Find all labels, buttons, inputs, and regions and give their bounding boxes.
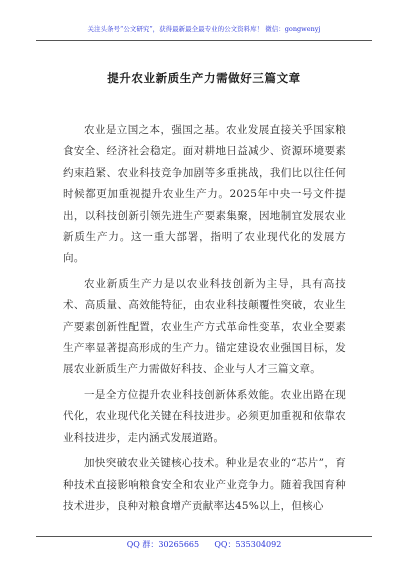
document-title: 提升农业新质生产力需做好三篇文章: [107, 71, 301, 85]
body-paragraph-1: 农业是立国之本，强国之基。农业发展直接关乎国家粮食安全、经济社会稳定。面对耕地日益减少、资源环境要素约束趋紧、农业科技竞争加剧等多重挑战，我们比以往任何时候都更加重视提升农业生产力。2025年中央一号文件提出，以科技创新引领先进生产要素集聚，因地制宜发展农业新质生产力。这一重大部署，指明了农业现代化的发展方向。: [63, 124, 346, 265]
footer-divider: [36, 536, 372, 537]
header-promo-text: 关注头条号“公文研究”，获得最新最全最专业的公文资料库！ 微信：gongwenyj: [87, 25, 321, 33]
header-divider: [36, 40, 372, 41]
body-paragraph-2: 农业新质生产力是以农业科技创新为主导，具有高技术、高质量、高效能特征，由农业科技颠覆性突破，农业生产要素创新性配置，农业生产方式革命性变革，农业全要素生产率显著提高形成的生产力。锚定建设农业强国目标，发展农业新质生产力需做好科技、企业与人才三篇文章。: [63, 277, 346, 376]
document-body: [63, 120, 346, 521]
body-paragraph-3: 一是全方位提升农业科技创新体系效能。农业出路在现代化，农业现代化关键在科技进步。必须更加重视和依靠农业科技进步，走内涵式发展道路。: [63, 388, 346, 444]
body-paragraph-4: 加快突破农业关键核心技术。种业是农业的“芯片”，育种技术直接影响粮食安全和农业产业竞争力。随着我国育种技术进步，良种对粮食增产贡献率达45%以上，但核心: [63, 457, 346, 512]
footer-contact-text: QQ 群：30265665 QQ：535304092: [126, 540, 282, 549]
